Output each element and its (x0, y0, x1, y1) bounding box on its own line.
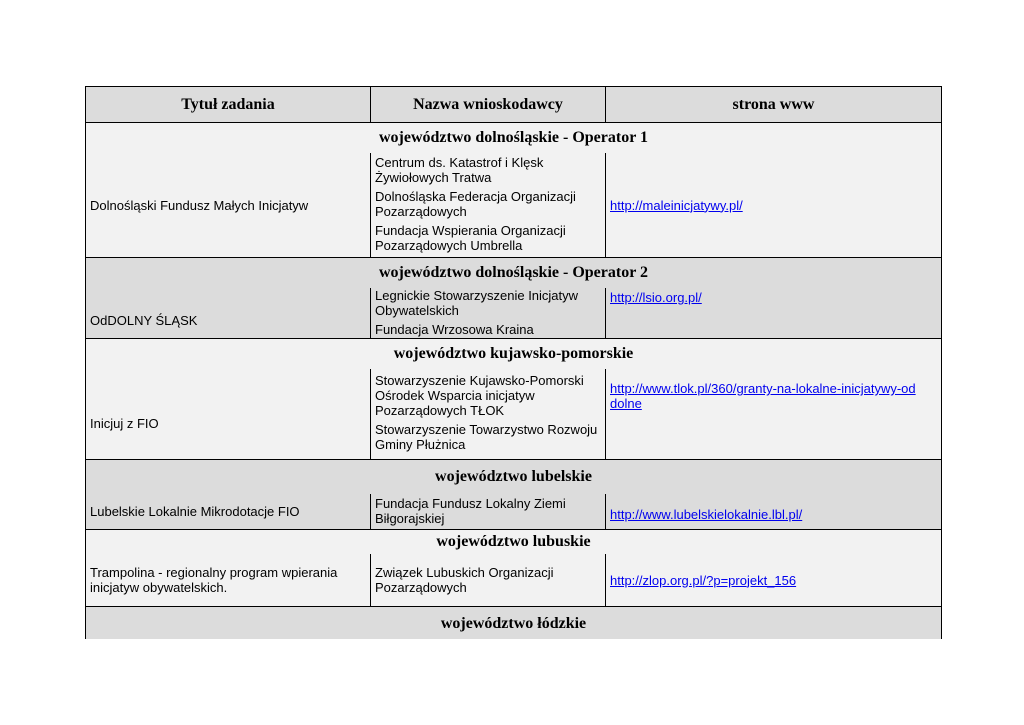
task-title: Lubelskie Lokalnie Mikrodotacje FIO (86, 494, 371, 529)
section-kujawsko-pomorskie (86, 339, 941, 460)
applicants-cell (371, 288, 606, 338)
section-lubuskie (86, 530, 941, 607)
table-row (86, 288, 941, 338)
grants-table (85, 86, 942, 639)
applicant-name: Legnickie Stowarzyszenie Inicjatyw Obywatelskich (375, 288, 579, 318)
applicant-name: Fundacja Fundusz Lokalny Ziemi Biłgorajskiej (375, 496, 566, 526)
header-task-title: Tytuł zadania (86, 87, 371, 122)
applicant-name: Dolnośląska Federacja Organizacji Pozarządowych (375, 189, 576, 219)
section-title: województwo lubuskie (436, 533, 591, 550)
section-title: województwo dolnośląskie - Operator 1 (378, 129, 649, 146)
section-lodzkie (86, 607, 941, 639)
applicant-name: Fundacja Wspierania Organizacji Pozarządowych Umbrella (375, 223, 566, 253)
header-website: strona www (732, 95, 815, 113)
table-row (86, 369, 941, 459)
website-link[interactable]: http://lsio.org.pl/ (610, 290, 702, 305)
website-link[interactable]: http://www.tlok.pl/360/granty-na-lokalne-inicjatywy-oddolne (610, 381, 916, 411)
applicants-cell (371, 554, 606, 606)
task-title: Dolnośląski Fundusz Małych Inicjatyw (86, 153, 371, 257)
website-link[interactable]: http://zlop.org.pl/?p=projekt_156 (610, 572, 797, 588)
task-title: Trampolina - regionalny program wpierania inicjatyw obywatelskich. (86, 554, 371, 606)
applicant-name: Stowarzyszenie Kujawsko-Pomorski Ośrodek Wsparcia inicjatyw Pozarządowych TŁOK (375, 373, 584, 418)
applicant-name: Stowarzyszenie Towarzystwo Rozwoju Gminy Płużnica (375, 422, 598, 452)
applicants-cell (371, 494, 606, 529)
table-row (86, 153, 941, 257)
section-dolnoslaskie-operator-2 (86, 258, 941, 339)
website-cell (606, 494, 941, 529)
applicant-name: Związek Lubuskich Organizacji Pozarządowych (375, 565, 554, 595)
task-title: Inicjuj z FIO (86, 369, 371, 459)
table-row (86, 554, 941, 606)
website-link[interactable]: http://maleinicjatywy.pl/ (610, 197, 743, 213)
website-cell (606, 554, 941, 606)
website-cell (606, 153, 941, 257)
task-title: OdDOLNY ŚLĄSK (86, 288, 371, 338)
website-cell (606, 369, 941, 459)
table-row (86, 494, 941, 529)
table-header (86, 86, 941, 123)
section-title: województwo dolnośląskie - Operator 2 (378, 264, 649, 281)
applicant-name: Fundacja Wrzosowa Kraina (375, 322, 534, 337)
section-title: województwo lubelskie (435, 468, 592, 485)
applicant-name: Centrum ds. Katastrof i Klęsk Żywiołowych Tratwa (375, 155, 544, 185)
section-title: województwo kujawsko-pomorskie (393, 345, 634, 362)
section-dolnoslaskie-operator-1 (86, 123, 941, 258)
applicants-cell (371, 369, 606, 459)
header-applicant-name: Nazwa wnioskodawcy (371, 87, 606, 122)
website-cell (606, 288, 941, 338)
applicants-cell (371, 153, 606, 257)
section-lubelskie (86, 460, 941, 530)
website-link[interactable]: http://www.lubelskielokalnie.lbl.pl/ (610, 507, 803, 522)
section-title: województwo łódzkie (440, 615, 587, 632)
